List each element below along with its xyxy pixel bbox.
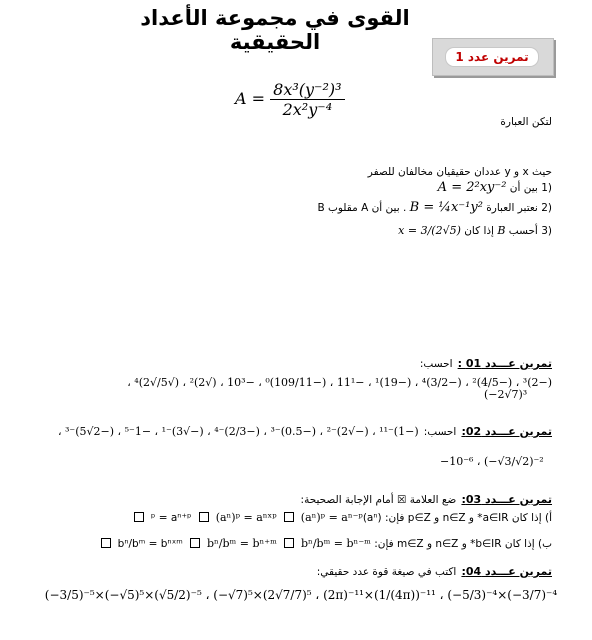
exercise-01-line1: (−2)³ ، (−4/5)² ، (−3/2)⁴ ، (−19)¹ ، −11¹ ، (−109/11)⁰ ، −10³ ، (√2)² ، (√5/√2)⁴ ، [127,376,552,389]
exercise-03-b-text: ب) إذا كان b∈IR* و n∈Z و m∈Z فإن: bⁿ/bᵐ = bⁿˣᵐ [117,538,552,550]
exercise-03-b-opt2: bⁿ/bᵐ = bⁿ⁺ᵐ [206,537,277,550]
exercise-03-part-b [22,532,552,551]
formula-fraction [270,80,344,119]
exercise-04-line1: (−3/5)⁻⁵×(−√5)⁵×(√5/2)⁻⁵ ، (−√7)⁵×(2√7/7)⁵ ، (2π)⁻¹¹×(1/(4π))⁻¹¹ ، (−5/3)⁻⁴×(−3/7)⁻⁴ [44,588,558,602]
question-3-number: (3 [541,225,552,237]
checkbox-b3[interactable] [101,538,111,548]
exercise-02 [32,420,552,439]
exercise-03-label: تمرين عـــدد 03: [461,493,552,506]
checkbox-b1[interactable] [190,538,200,548]
question-3-text: أحسب [508,225,538,237]
exercise-01-instruction: احسب: [419,358,453,370]
exercise-03-instruction: ضع العلامة ☒ أمام الإجابة الصحيحة: [300,494,457,506]
exercise-04 [32,560,552,579]
exercise-03-a-text: أ) إذا كان a∈IR* و n∈Z و p∈Z فإن: (aⁿ)ᵖ = aⁿ⁺ᵖ [150,512,552,524]
exercise-02-line2: −10⁻⁶ ، (−√3/√2)⁻² [440,455,544,468]
question-2-tail: . بين أن A مقلوب B [317,202,407,214]
page-title: القوى في مجموعة الأعداد الحقيقية [140,6,410,54]
exercise-01 [32,352,552,390]
checkbox-a1[interactable] [199,512,209,522]
exercise-03-a-opt2: (aⁿ)ᵖ = aⁿˣᵖ [215,511,277,524]
exercise-badge-label: تمرين عدد 1 [445,47,539,67]
exercise-04-label: تمرين عـــدد 04: [461,565,552,578]
checkbox-a3[interactable] [134,512,144,522]
exercise-03-part-a [22,506,552,525]
exercise-01-label: تمرين عـــدد 01 : [457,357,552,370]
question-1-math: A = 2²xy⁻² [437,180,507,195]
exercise-01-line2: (−2√7)³ [484,388,528,401]
formula-lhs: A = [235,89,266,108]
exercise-03-b-opt3: bⁿ/bᵐ = bⁿ⁻ᵐ [301,537,371,550]
checkbox-a2[interactable] [284,512,294,522]
exercise1-intro: لتكن العبارة [500,116,552,128]
question-3-cond: إذا كان [464,225,494,237]
exercise-03-a-opt3: (aⁿ)ᵖ = aⁿ⁻ᵖ [300,511,363,524]
exercise-03 [32,488,552,507]
formula-denominator: 2x²y⁻⁴ [282,100,333,119]
question-2-math: B = ¼x⁻¹y² [409,200,483,215]
question-1-number: (1 [541,182,552,194]
question-2 [222,200,552,215]
exercise1-condition: حيث x و y عددان حقيقيان مخالفان للصفر [367,166,552,178]
exercise-02-label: تمرين عـــدد 02: [461,425,552,438]
question-1-text: بين أن [509,182,538,194]
expression-a [235,80,345,119]
exercise-04-instruction: اكتب في صيغة قوة عدد حقيقي: [316,566,457,578]
exercise-badge [432,38,554,76]
question-3-var: B [497,224,506,237]
exercise-02-instruction: احسب: [423,426,457,438]
formula-numerator: 8x³(y⁻²)³ [270,80,344,100]
question-1 [252,180,552,195]
question-3 [332,224,552,237]
question-2-text: نعتبر العبارة [486,202,538,214]
question-2-number: (2 [541,202,552,214]
checkbox-b2[interactable] [284,538,294,548]
exercise-02-line1: (−1)⁻¹¹ ، (−√2)⁻² ، (−0.5)⁻³ ، (−2/3)⁻⁴ ، (−√3)⁻¹ ، −1⁻⁵ ، (−2√5)⁻³ ، [57,425,419,438]
question-3-math: x = 3/(2√5) [398,224,461,237]
